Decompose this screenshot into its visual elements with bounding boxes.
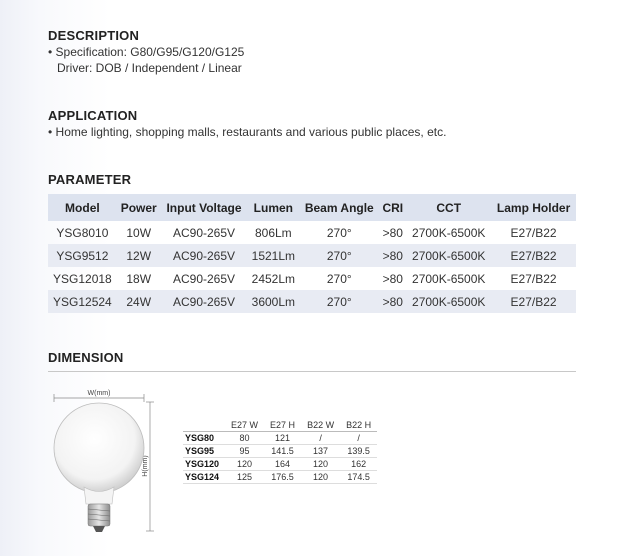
application-line [48,124,446,140]
bulb-diagram [44,386,164,536]
dim-col-e27h: E27 H [264,419,301,432]
parameter-section [48,172,131,187]
application-heading: APPLICATION [48,108,138,123]
cell-input-voltage: AC90-265V [172,225,236,240]
spec-line [48,44,244,60]
table-row [48,290,576,313]
col-lumen: Lumen [247,194,299,221]
cell-model: YSG9512 [48,244,117,267]
parameter-header-row [48,194,576,221]
bullet: • [48,125,53,139]
spec-text: Specification: G80/G95/G120/G125 [55,45,245,59]
col-input-voltage: Input Voltage [161,194,248,221]
cell-beam-angle: 270° [326,271,352,286]
col-beam-angle: Beam Angle [299,194,379,221]
cell-cct: 2700K-6500K [406,244,491,267]
dimension-section [48,350,123,365]
parameter-heading: PARAMETER [48,172,132,187]
application-text: Home lighting, shopping malls, restaurants and various public places, etc. [55,125,447,139]
table-row [183,471,377,484]
cell-power: 24W [117,290,161,313]
cell-power: 18W [126,271,152,286]
dim-e27w: 80 [225,432,264,445]
height-label: H(mm) [142,455,149,477]
dim-e27w: 95 [225,445,264,458]
dim-col-e27w: E27 W [225,419,264,432]
dim-e27h: 121 [264,432,301,445]
dim-model: YSG80 [183,432,225,445]
cell-cct: 2700K-6500K [412,225,486,240]
dim-e27h: 164 [264,458,301,471]
cell-cri: >80 [379,244,406,267]
dim-b22h: 162 [340,458,377,471]
dim-e27h: 141.5 [264,445,301,458]
table-row [48,267,576,290]
col-power: Power [117,194,161,221]
dim-model: YSG124 [183,471,225,484]
cell-cct: 2700K-6500K [406,290,491,313]
col-lamp-holder: Lamp Holder [491,194,576,221]
bulb-tip [93,526,105,532]
dim-b22w: / [301,432,340,445]
cell-model: YSG12524 [48,290,117,313]
cell-beam-angle: 270° [326,225,352,240]
cell-input-voltage: AC90-265V [161,290,248,313]
dimension-table [183,419,377,484]
width-label: W(mm) [87,390,111,397]
cell-power: 12W [117,244,161,267]
divider [48,371,576,372]
parameter-table [48,194,576,313]
cell-lumen: 2452Lm [251,271,296,286]
dim-b22h: 174.5 [340,471,377,484]
cell-cri: >80 [382,271,403,286]
col-cri: CRI [379,194,406,221]
cell-lamp-holder: E27/B22 [510,271,557,286]
dim-b22w: 120 [301,458,340,471]
cell-lamp-holder: E27/B22 [510,225,557,240]
cell-power: 10W [126,225,152,240]
cell-beam-angle: 270° [299,290,379,313]
cell-cct: 2700K-6500K [412,271,486,286]
cell-lamp-holder: E27/B22 [491,244,576,267]
dim-model: YSG95 [183,445,225,458]
description-heading: DESCRIPTION [48,28,140,43]
dim-b22h: 139.5 [340,445,377,458]
dim-b22w: 120 [301,471,340,484]
dimension-heading: DIMENSION [48,350,124,365]
cell-cri: >80 [379,290,406,313]
cell-lumen: 3600Lm [247,290,299,313]
dimension-header-row [183,419,377,432]
table-row [48,244,576,267]
dim-e27w: 120 [225,458,264,471]
dim-col-b22w: B22 W [301,419,340,432]
cell-input-voltage: AC90-265V [161,244,248,267]
cell-model: YSG8010 [56,225,109,240]
cell-model: YSG12018 [53,271,112,286]
dim-b22h: / [340,432,377,445]
application-section [48,108,446,140]
dim-col-model [183,419,225,432]
dim-e27h: 176.5 [264,471,301,484]
description-section [48,28,244,76]
dim-b22w: 137 [301,445,340,458]
cell-cri: >80 [382,225,403,240]
cell-input-voltage: AC90-265V [172,271,236,286]
bulb-globe [54,403,144,493]
cell-beam-angle: 270° [299,244,379,267]
cell-lumen: 1521Lm [247,244,299,267]
table-row [183,458,377,471]
cell-lumen: 806Lm [254,225,292,240]
dim-col-b22h: B22 H [340,419,377,432]
col-model: Model [48,194,117,221]
driver-line: Driver: DOB / Independent / Linear [57,61,242,75]
dim-e27w: 125 [225,471,264,484]
col-cct: CCT [406,194,491,221]
dim-model: YSG120 [183,458,225,471]
table-row [48,221,576,244]
cell-lamp-holder: E27/B22 [491,290,576,313]
table-row [183,432,377,445]
bullet: • [48,45,53,59]
table-row [183,445,377,458]
